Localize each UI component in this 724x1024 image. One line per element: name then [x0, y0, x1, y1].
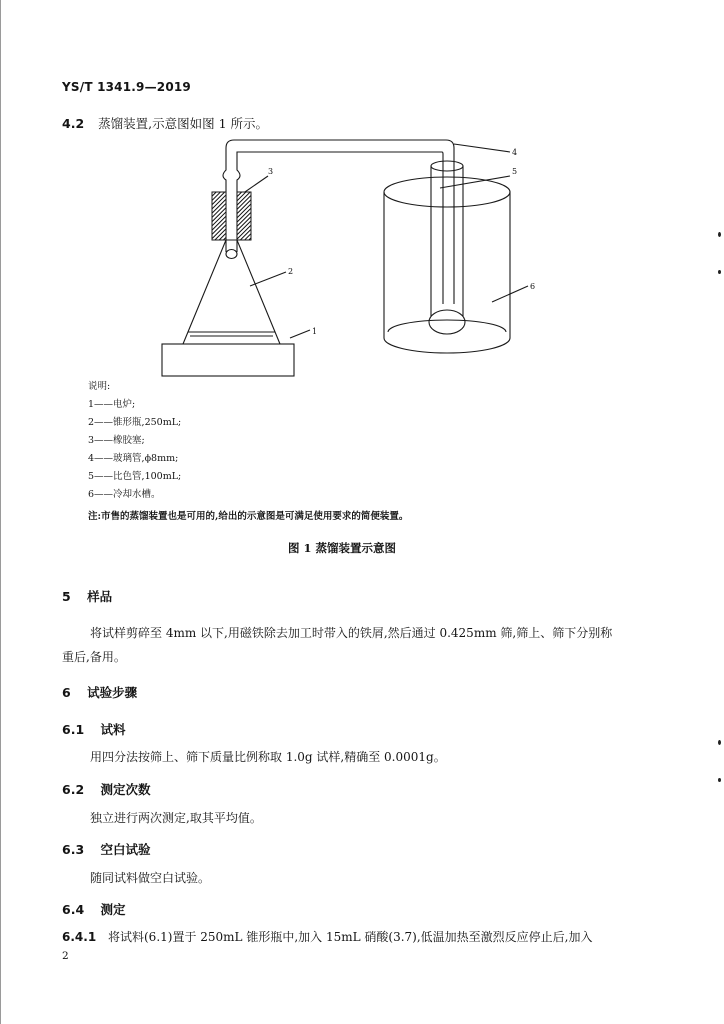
rubber-stopper-right [237, 192, 251, 240]
section-6-4-heading: 6.4 测定 [62, 902, 126, 917]
callout-3: 3 [268, 167, 274, 176]
section-5-para-line-1: 将试样剪碎至 4mm 以下,用磁铁除去加工时带入的铁屑,然后通过 0.425mm 筛,筛上、筛下分别称 [90, 626, 613, 640]
leader-3 [242, 176, 268, 194]
leader-2 [250, 272, 286, 286]
tube-end-bulb [226, 250, 237, 259]
colour-tube-rim [431, 161, 463, 171]
section-6-3-heading: 6.3 空白试验 [62, 842, 151, 857]
legend-item-2: 2——锥形瓶,250mL; [88, 417, 182, 428]
cooling-tank-water-level [388, 320, 506, 332]
figure-note: 注:市售的蒸馏装置也是可用的,给出的示意图是可满足使用要求的简便装置。 [88, 511, 409, 522]
cooling-tank-bottom [384, 338, 510, 353]
section-6-heading: 6 试验步骤 [62, 685, 138, 700]
page-edge-line [0, 0, 1, 1024]
section-number: 4.2 [62, 116, 85, 131]
scan-speck [718, 778, 721, 782]
scan-speck [718, 232, 721, 237]
leader-4 [454, 144, 510, 152]
leader-1 [290, 330, 310, 338]
figure-caption: 图 1 蒸馏装置示意图 [288, 541, 397, 555]
callout-2: 2 [288, 267, 294, 276]
page-number: 2 [62, 950, 69, 962]
scan-speck [718, 740, 721, 745]
section-6-1-heading: 6.1 试料 [62, 722, 126, 737]
callout-5: 5 [512, 167, 518, 176]
glass-tube-outer [223, 140, 454, 304]
leader-5 [440, 176, 510, 188]
rubber-stopper-left [212, 192, 226, 240]
scan-speck [718, 270, 721, 274]
legend-item-1: 1——电炉; [88, 399, 136, 410]
cooling-tank-top [384, 177, 510, 207]
section-6-3-text: 随同试料做空白试验。 [90, 871, 211, 885]
legend-item-6: 6——冷却水槽。 [88, 489, 161, 500]
callout-1: 1 [312, 327, 318, 336]
callout-4: 4 [512, 148, 518, 157]
colour-tube-bottom [429, 310, 465, 334]
section-5-para-line-2: 重后,备用。 [62, 650, 126, 664]
section-6-1-text: 用四分法按筛上、筛下质量比例称取 1.0g 试样,精确至 0.0001g。 [90, 750, 446, 764]
standard-id: YS/T 1341.9—2019 [62, 80, 191, 94]
distillation-apparatus-diagram [140, 136, 560, 386]
section-4-2-heading [62, 114, 268, 132]
callout-6: 6 [530, 282, 536, 291]
section-5-heading: 5 样品 [62, 589, 113, 604]
legend-item-4: 4——玻璃管,ϕ8mm; [88, 453, 179, 464]
legend-item-5: 5——比色管,100mL; [88, 471, 182, 482]
conical-flask [183, 240, 280, 344]
legend-title: 说明: [88, 381, 111, 392]
section-6-2-text: 独立进行两次测定,取其平均值。 [90, 811, 262, 825]
section-text: 蒸馏装置,示意图如图 1 所示。 [98, 116, 269, 131]
electric-stove [162, 344, 294, 376]
section-6-4-1: 6.4.1 将试料(6.1)置于 250mL 锥形瓶中,加入 15mL 硝酸(3.7),低温加热至激烈反应停止后,加入 [62, 930, 593, 944]
legend-item-3: 3——橡胶塞; [88, 435, 145, 446]
section-6-2-heading: 6.2 测定次数 [62, 782, 151, 797]
